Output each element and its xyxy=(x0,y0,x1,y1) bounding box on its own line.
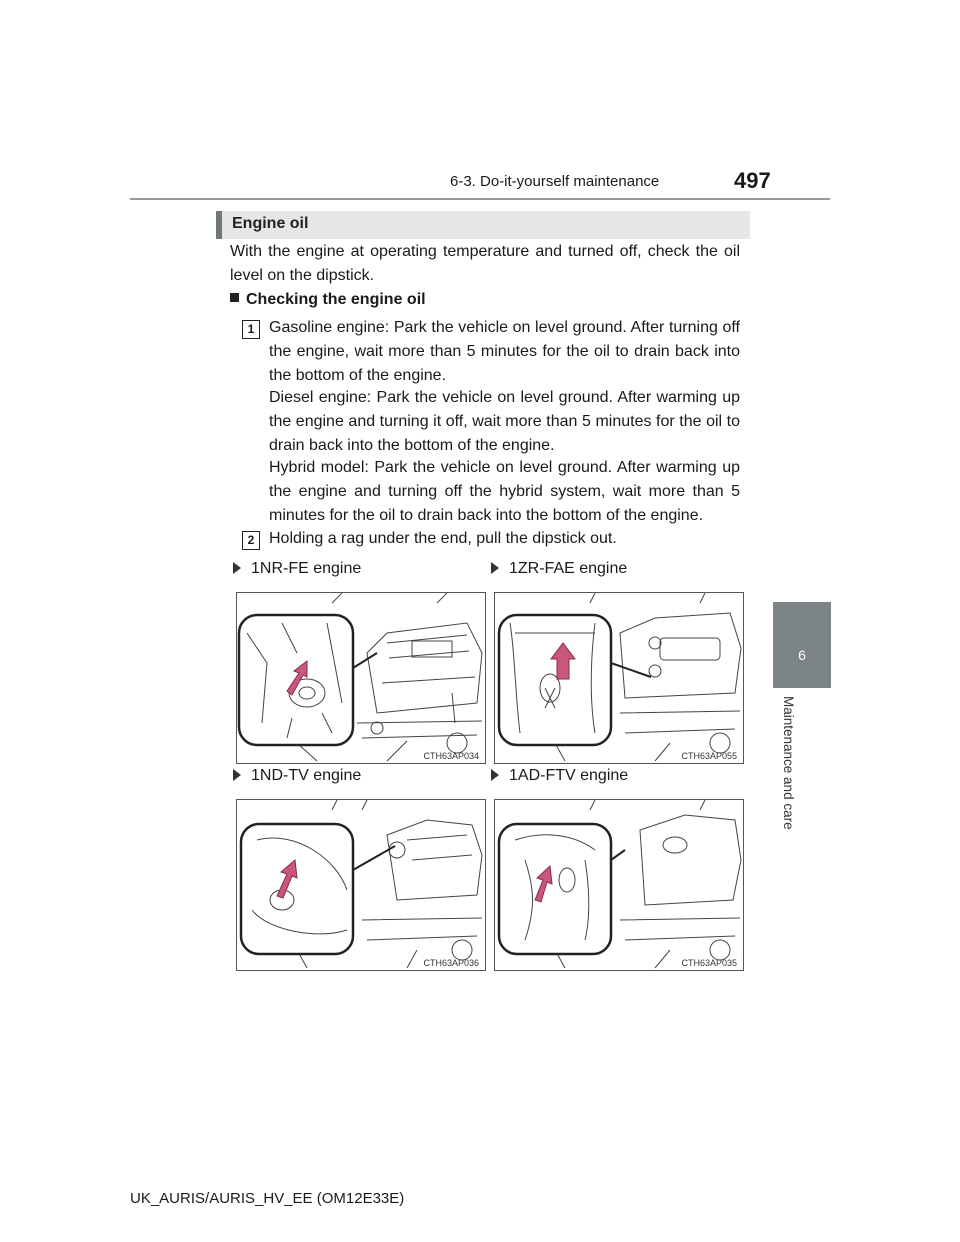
engine-bay-drawing xyxy=(237,800,485,970)
figure-caption-3: 1ND-TV engine xyxy=(233,767,361,785)
triangle-bullet-icon xyxy=(491,562,499,574)
section-title: Engine oil xyxy=(232,215,309,232)
subheading xyxy=(230,291,426,309)
step-2-paragraph: Holding a rag under the end, pull the dipstick out. xyxy=(269,530,617,547)
figure-caption-2: 1ZR-FAE engine xyxy=(491,560,627,578)
step-1-paragraph-1: Gasoline engine: Park the vehicle on level ground. After turning off the engine, wait more than 5 minutes for the oil to drain back into the bottom of the engine. xyxy=(269,319,740,384)
chapter-tab xyxy=(773,602,831,688)
engine-illustration-1nd-tv xyxy=(236,799,486,971)
figure-caption-4: 1AD-FTV engine xyxy=(491,767,628,785)
engine-illustration-1nr-fe xyxy=(236,592,486,764)
step-1-paragraph-2: Diesel engine: Park the vehicle on level ground. After warming up the engine and turning it off, wait more than 5 minutes for the oil to drain back into the bottom of the engine. xyxy=(269,389,740,454)
step-number-1: 1 xyxy=(242,320,260,339)
section-title-bar xyxy=(216,211,750,239)
header-rule xyxy=(130,198,830,200)
figure-code: CTH63AP036 xyxy=(423,958,479,968)
engine-illustration-1zr-fae xyxy=(494,592,744,764)
engine-bay-drawing xyxy=(495,800,743,970)
square-bullet-icon xyxy=(230,293,239,302)
intro-text: With the engine at operating temperature and turned off, check the oil level on the dipstick. xyxy=(230,243,740,284)
figure-code: CTH63AP055 xyxy=(681,751,737,761)
document-footer: UK_AURIS/AURIS_HV_EE (OM12E33E) xyxy=(130,1190,405,1207)
engine-bay-drawing xyxy=(237,593,485,763)
subheading-text: Checking the engine oil xyxy=(246,291,426,308)
chapter-number: 6 xyxy=(798,647,806,663)
triangle-bullet-icon xyxy=(233,769,241,781)
triangle-bullet-icon xyxy=(491,769,499,781)
step-number-2: 2 xyxy=(242,531,260,550)
figure-code: CTH63AP035 xyxy=(681,958,737,968)
step-1-paragraph-3: Hybrid model: Park the vehicle on level ground. After warming up the engine and turning off the hybrid system, wait more than 5 minutes for the oil to drain back into the bottom of the engine. xyxy=(269,459,740,524)
engine-bay-drawing xyxy=(495,593,743,763)
engine-illustration-1ad-ftv xyxy=(494,799,744,971)
figure-caption-1: 1NR-FE engine xyxy=(233,560,361,578)
section-header: 6-3. Do-it-yourself maintenance xyxy=(450,173,660,190)
triangle-bullet-icon xyxy=(233,562,241,574)
chapter-label: Maintenance and care xyxy=(781,696,796,830)
page-number: 497 xyxy=(734,168,771,193)
figure-code: CTH63AP034 xyxy=(423,751,479,761)
